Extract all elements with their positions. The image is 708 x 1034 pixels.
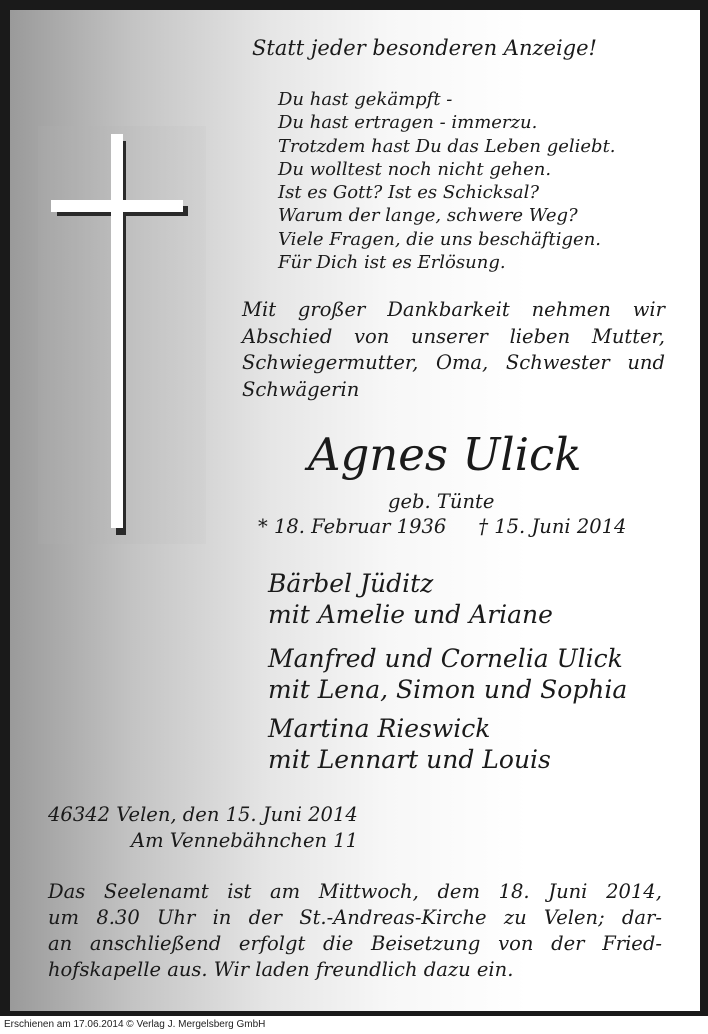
cross-beam-vertical [111,134,123,528]
word: Mit [242,298,277,321]
death-date: † 15. Juni 2014 [478,515,627,538]
poem [278,88,616,274]
family-line: mit Lennart und Louis [268,745,551,774]
poem-line: Du wolltest noch nicht gehen. [278,158,552,180]
family-line: Bärbel Jüditz [268,569,434,598]
word: erfolgt [238,932,306,955]
word: ist [227,880,252,903]
cross-beam-horizontal [51,200,183,212]
place-and-address [48,802,358,854]
farewell-line: Schwägerin [242,377,360,401]
place-date: 46342 Velen, den 15. Juni 2014 [48,803,358,826]
obituary-panel [10,10,700,1011]
word: die [323,932,354,955]
publication-footer: Erschienen am 17.06.2014 © Verlag J. Mergelsberg GmbH [0,1016,708,1034]
word: Juni [548,880,588,903]
word: Fried- [602,932,662,955]
notice-header: Statt jeder besonderen Anzeige! [252,36,597,60]
word: Mutter, [591,324,665,348]
family-line: mit Lena, Simon und Sophia [268,675,628,704]
maiden-name: geb. Tünte [388,490,495,513]
farewell-line [242,324,665,351]
word: Schwester [505,351,610,374]
deceased-name: Agnes Ulick [308,428,582,481]
family-group [268,568,553,630]
word: wir [632,298,665,321]
poem-line: Für Dich ist es Erlösung. [278,252,506,274]
address: Am Vennebähnchen 11 [131,829,359,852]
word: Uhr [156,906,196,929]
family-group [268,643,627,705]
poem-line: Warum der lange, schwere Weg? [278,205,578,227]
service-info [48,879,662,983]
word: am [270,880,301,903]
word: Beisetzung [371,932,481,955]
service-line [48,931,662,957]
word: an [48,932,73,955]
service-line [48,879,662,905]
word: St.-Andreas-Kirche [299,906,487,929]
family-group [268,713,551,775]
poem-line: Viele Fragen, die uns beschäftigen. [278,228,602,250]
word: 18. [498,880,530,903]
word: Mittwoch, [318,880,419,903]
word: um [48,906,80,929]
word: in [212,906,232,929]
service-line [48,905,662,931]
service-line: hofskapelle aus. Wir laden freundlich dazu ein. [48,958,514,981]
word: Das [48,880,86,903]
farewell-line [242,350,665,377]
word: nehmen [531,298,611,321]
word: unserer [411,324,488,348]
word: dem [437,880,480,903]
word: und [627,351,665,374]
word: Velen; [543,906,605,929]
word: der [551,932,585,955]
word: 8.30 [96,906,140,929]
word: lieben [509,324,571,348]
family-line: mit Amelie und Ariane [268,600,553,629]
word: Seelenamt [103,880,209,903]
poem-line: Trotzdem hast Du das Leben geliebt. [278,135,616,157]
word: der [248,906,282,929]
word: dar- [621,906,662,929]
word: Dankbarkeit [387,298,510,321]
birth-date: * 18. Februar 1936 [258,515,447,538]
poem-line: Du hast gekämpft - [278,89,453,110]
word: Abschied [242,324,333,348]
poem-line: Du hast ertragen - immerzu. [278,112,538,134]
word: zu [503,906,527,929]
farewell-text [242,297,665,403]
life-dates [258,515,626,538]
family-line: Manfred und Cornelia Ulick [268,644,623,673]
farewell-line [242,297,665,324]
word: anschließend [89,932,222,955]
word: Schwiegermutter, [242,351,419,374]
family-line: Martina Rieswick [268,714,491,743]
word: von [498,932,534,955]
word: großer [297,298,366,321]
word: Oma, [435,351,489,374]
word: von [354,324,390,348]
word: 2014, [606,880,662,903]
poem-line: Ist es Gott? Ist es Schicksal? [278,182,540,204]
